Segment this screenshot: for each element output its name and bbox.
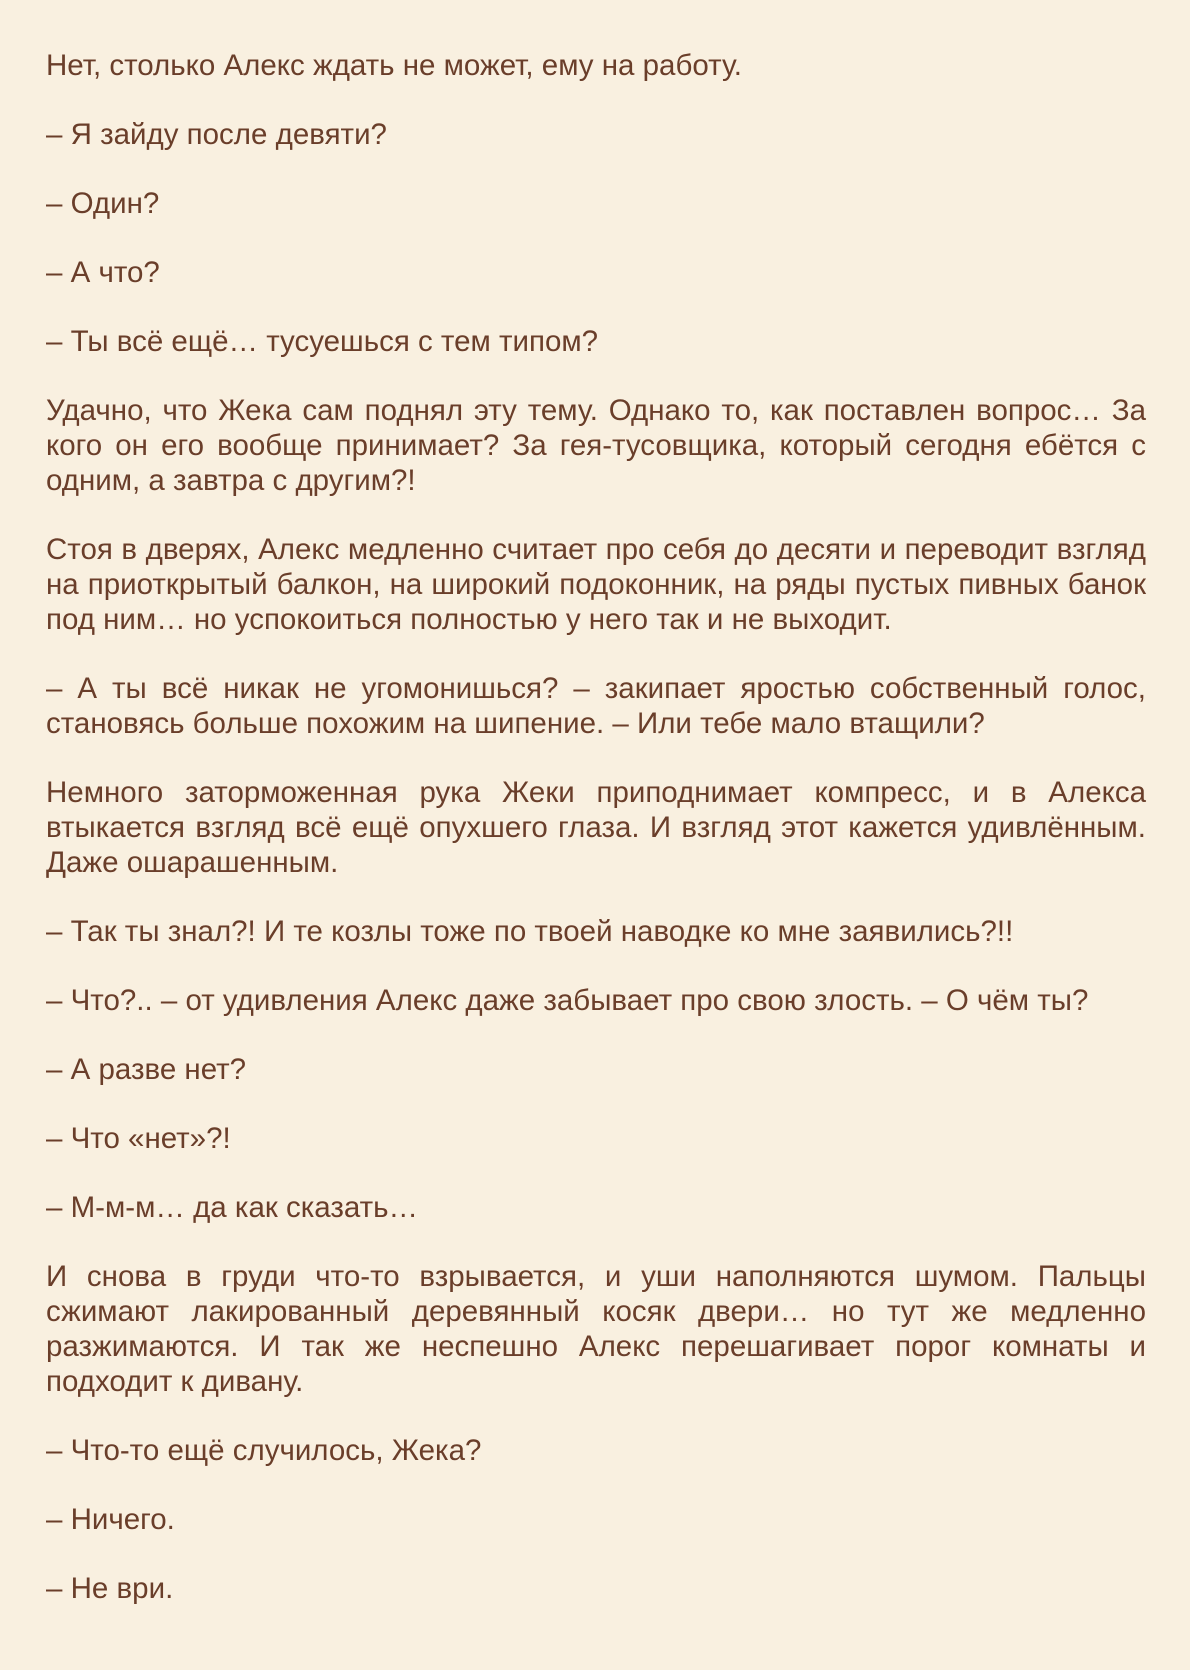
paragraph: Нет, столько Алекс ждать не может, ему на работу. (46, 49, 742, 82)
dialogue-line: – Что-то ещё случилось, Жека? (46, 1434, 482, 1467)
dialogue-line: – А что? (46, 256, 160, 289)
dialogue-line: – Я зайду после девяти? (46, 118, 387, 151)
dialogue-line: – Что?.. – от удивления Алекс даже забывает про свою злость. – О чём ты? (46, 984, 1089, 1017)
dialogue-line: – Ничего. (46, 1503, 175, 1536)
dialogue-line: – Что «нет»?! (46, 1122, 231, 1155)
dialogue-line: – А разве нет? (46, 1053, 247, 1086)
dialogue-line: – М-м-м… да как сказать… (46, 1191, 419, 1224)
paragraph: Удачно, что Жека сам поднял эту тему. Однако то, как поставлен вопрос… За кого он его вообще принимает? За гея-тусовщика, который сегодня ебётся с одним, а завтра с другим?! (46, 394, 1146, 497)
paragraph: И снова в груди что-то взрывается, и уши наполняются шумом. Пальцы сжимают лакированный деревянный косяк двери… но тут же медленно разжимаются. И так же неспешно Алекс перешагивает порог комнаты и подходит к дивану. (46, 1260, 1146, 1398)
dialogue-line: – Так ты знал?! И те козлы тоже по твоей наводке ко мне заявились?!! (46, 915, 1014, 948)
paragraph: Немного заторможенная рука Жеки приподнимает компресс, и в Алекса втыкается взгляд всё ещё опухшего глаза. И взгляд этот кажется удивлённым. Даже ошарашенным. (46, 776, 1146, 879)
dialogue-line: – Один? (46, 187, 160, 220)
paragraph: Стоя в дверях, Алекс медленно считает про себя до десяти и переводит взгляд на приоткрытый балкон, на широкий подоконник, на ряды пустых пивных банок под ним… но успокоиться полностью у него так и не выходит. (46, 533, 1146, 636)
dialogue-line: – А ты всё никак не угомонишься? – закипает яростью собственный голос, становясь больше похожим на шипение. – Или тебе мало втащили? (46, 672, 1146, 740)
dialogue-line: – Не ври. (46, 1572, 174, 1605)
dialogue-line: – Ты всё ещё… тусуешься с тем типом? (46, 325, 599, 358)
